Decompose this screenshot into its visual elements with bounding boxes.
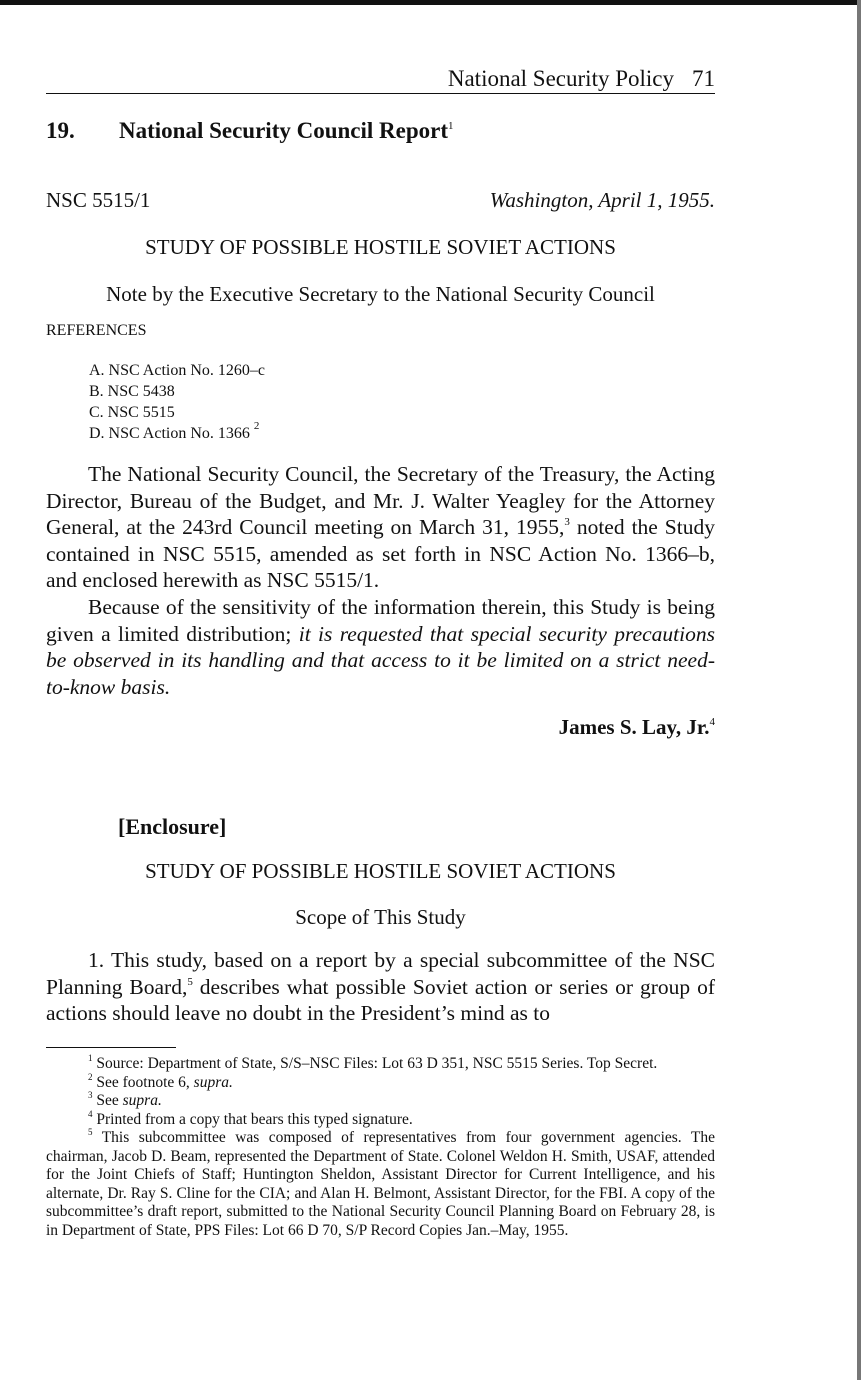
document-serial: NSC 5515/1 [46, 188, 151, 212]
security-request-text: it is requested that special security precautions be observed in its handling and that access to it be limited on a strict need-to-know basis. [46, 621, 715, 699]
footnote-ref-2: 2 [253, 420, 260, 432]
footnote-text: See footnote 6, [96, 1073, 194, 1091]
paragraph-text: Because of the sensitivity of the information therein, this Study is being given a limited distribution; [46, 595, 715, 646]
footnote-text: See [96, 1092, 123, 1109]
footnote-rule [46, 1047, 176, 1048]
document-heading [46, 118, 454, 144]
footnote-ref-4: 4 [709, 716, 715, 728]
paragraph-text: noted the Study contained in NSC 5515, amended as set forth in NSC Action No. 1366–b, and enclosed herewith as NSC 5515/1. [46, 515, 715, 592]
signature-name: James S. Lay, Jr. [558, 715, 710, 739]
running-head [46, 64, 715, 94]
body-paragraph-1 [46, 461, 715, 594]
reference-item: A. NSC Action No. 1260–c [89, 362, 265, 379]
footnote-1 [46, 1055, 715, 1074]
reference-item: B. NSC 5438 [89, 383, 175, 400]
dateline: Washington, April 1, 1955. [489, 188, 715, 212]
footnote-2 [46, 1071, 715, 1093]
page-number: 71 [692, 66, 715, 91]
footnote-5 [46, 1129, 715, 1240]
enclosure-paragraph-1 [46, 947, 715, 1027]
footnote-text: Printed from a copy that bears this typed signature. [96, 1110, 413, 1128]
footnote-3 [46, 1092, 715, 1111]
footnote-ref-5: 5 [187, 975, 193, 988]
section-heading: Scope of This Study [295, 905, 466, 929]
body-paragraph-2 [46, 594, 715, 700]
document-title: National Security Council Report [119, 118, 449, 143]
footnote-text: This subcommittee was composed of representatives from four government agencies. The chairman, Jacob D. Beam, represented the Department of State. Colonel Weldon H. Smith, USAF, attended for the Joint Chiefs of Staff; Huntington Sheldon, Assistant Director for Current Intelligence, and his alternate, Dr. Ray S. Cline for the CIA; and Alan H. Belmont, Assistant Director, for the FBI. A copy of the subcommittee’s draft report, submitted to the National Security Council Planning Board on February 28, is in Department of State, PPS Files: Lot 66 D 70, S/P Record Copies Jan.–May, 1955. [46, 1129, 715, 1239]
footnote-mark: 5 [88, 1127, 93, 1137]
footnote-mark: 2 [88, 1071, 93, 1082]
note-by-line: Note by the Executive Secretary to the National Security Council [106, 282, 655, 306]
signature [559, 715, 715, 740]
footnote-4 [46, 1108, 715, 1130]
reference-item-text: D. NSC Action No. 1366 [89, 425, 250, 442]
reference-item [89, 420, 265, 444]
references-label: REFERENCES [46, 322, 147, 339]
footnote-ref-1: 1 [448, 120, 454, 132]
footnote-mark: 1 [88, 1053, 93, 1063]
reference-item: C. NSC 5515 [89, 404, 175, 421]
footnote-mark: 3 [88, 1090, 93, 1100]
footnote-text: Source: Department of State, S/S–NSC Files: Lot 63 D 351, NSC 5515 Series. Top Secret. [96, 1055, 658, 1072]
running-head-title: National Security Policy [447, 66, 674, 91]
footnotes [46, 1055, 715, 1240]
footnote-emphasis: supra. [122, 1092, 162, 1109]
document-number: 19. [46, 118, 75, 143]
page-right-edge [857, 0, 861, 1380]
footnote-mark: 4 [88, 1108, 93, 1119]
references-list [89, 360, 265, 444]
enclosure-label: [Enclosure] [118, 814, 227, 839]
enclosure-title: STUDY OF POSSIBLE HOSTILE SOVIET ACTIONS [145, 859, 616, 883]
footnote-emphasis: supra. [193, 1073, 233, 1091]
study-title: STUDY OF POSSIBLE HOSTILE SOVIET ACTIONS [145, 235, 616, 259]
paragraph-text: 1. This study, based on a report by a special subcommittee of the NSC Planning Board, [46, 948, 715, 999]
page-top-edge [0, 0, 861, 5]
paragraph-text: describes what possible Soviet action or series or group of actions should leave no doubt in the President’s mind as to [46, 974, 715, 1025]
paragraph-text: The National Security Council, the Secretary of the Treasury, the Acting Director, Bureau of the Budget, and Mr. J. Walter Yeagley for the Attorney General, at the 243rd Council meeting on March 31, 1955, [46, 462, 715, 539]
footnote-ref-3: 3 [564, 516, 570, 528]
